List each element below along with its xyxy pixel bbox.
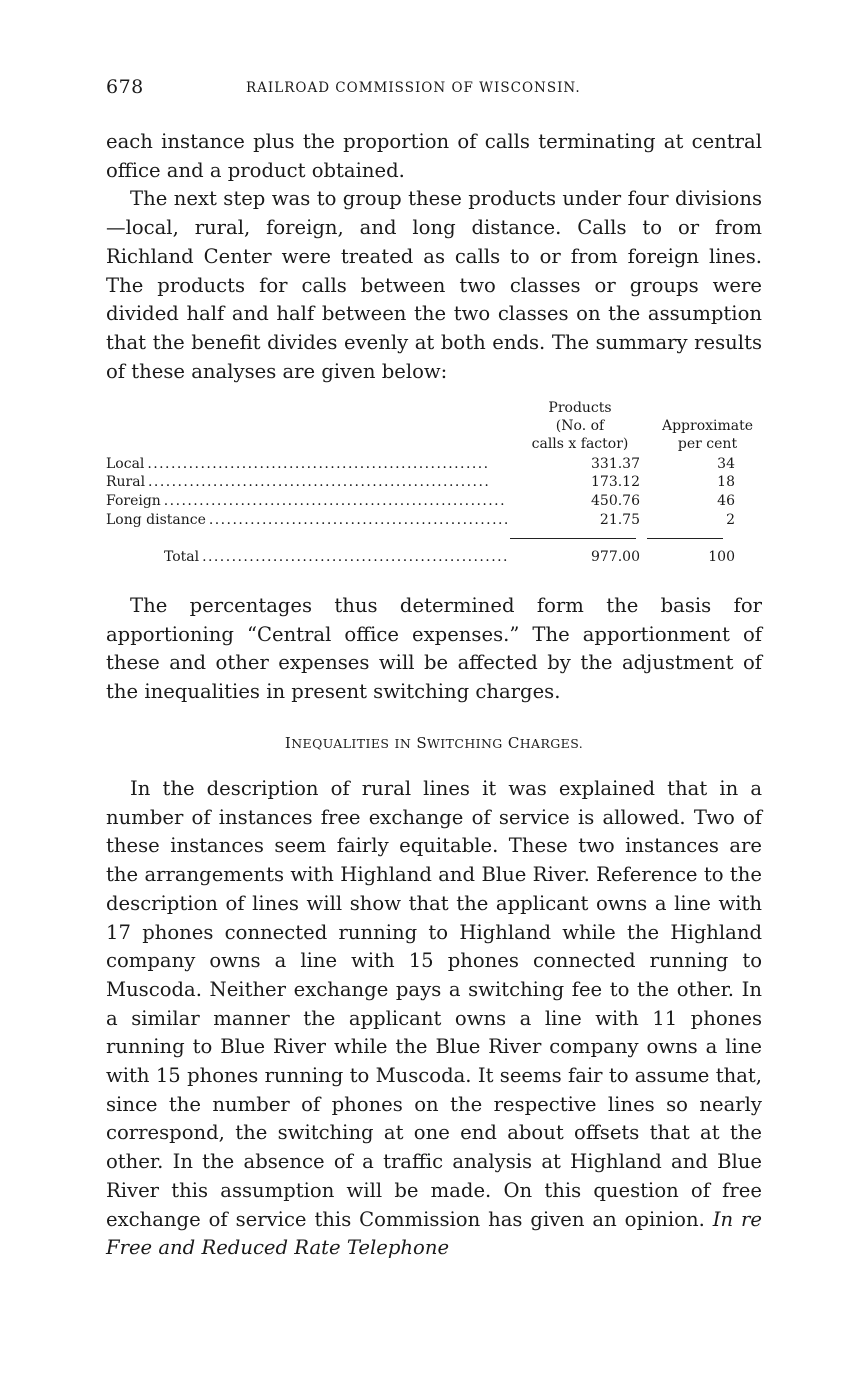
total-products: 977.00: [591, 549, 640, 565]
total-percent: 100: [708, 549, 735, 565]
row-products: 331.37: [591, 456, 640, 472]
row-percent: 18: [717, 474, 735, 490]
row-percent: 46: [717, 493, 735, 509]
running-head: RAILROAD COMMISSION OF WISCONSIN.: [246, 80, 581, 96]
paragraph-rural-lines: In the description of rural lines it was explained that in a number of instances free exchange of service is allowed. Two of these instances seem fairly equitable. These two instances are the arrangements with Highland and Blue River. Reference to the description of lines will show that the applicant owns a line with 17 phones connected running to Highland while the Highland company owns a line with 15 phones connected running to Muscoda. Neither exchange pays a switching fee to the other. In a similar manner the applicant owns a line with 11 phones running to Blue River while the Blue River company owns a line with 15 phones running to Muscoda. It seems fair to assume that, since the number of phones on the respective lines so nearly correspond, the switching at one end about offsets that at the other. In the absence of a traffic analysis at Highland and Blue River this assumption will be made. On this question of free exchange of service this Commission has given an opinion. In re Free and Reduced Rate Telephone: [106, 777, 762, 1260]
paragraph-percentages: The percentages thus determined form the basis for apportioning “Central office expenses.” The apportionment of these and other expenses will be affected by the adjustment of the inequalities in present switching charges.: [106, 594, 762, 704]
total-label: Total . . .: [164, 548, 510, 566]
row-percent: 34: [717, 456, 735, 472]
page-header: [106, 76, 762, 102]
row-products: 173.12: [591, 474, 640, 490]
paragraph-continuation: each instance plus the proportion of calls terminating at central office and a product obtained.: [106, 130, 762, 182]
total-rule-products: [510, 538, 636, 539]
table-row: [106, 455, 766, 473]
row-label: Local . . .: [106, 455, 510, 473]
row-products: 21.75: [599, 512, 640, 528]
section-heading: INEQUALITIES IN SWITCHING CHARGES.: [284, 734, 584, 752]
total-rule-percent: [647, 538, 723, 539]
table-row: [106, 473, 766, 491]
row-percent: 2: [726, 512, 735, 528]
row-label: Long distance . . .: [106, 511, 510, 529]
column-header-products: Products (No. of calls x factor): [531, 400, 629, 452]
page-number: 678: [106, 76, 144, 98]
body-text-middle: [106, 592, 762, 707]
table-row: [106, 492, 766, 510]
row-label: Foreign . . .: [106, 492, 510, 510]
body-text-top: [106, 128, 762, 386]
row-label: Rural . . .: [106, 473, 510, 491]
table-total-row: [106, 548, 766, 566]
table-row: [106, 511, 766, 529]
case-citation: In re Free and Reduced Rate Telephone: [106, 1207, 762, 1260]
paragraph-grouping: The next step was to group these products under four divisions—local, rural, foreign, and long distance. Calls to or from Richland Center were treated as calls to or from foreign lines. The products for calls between two classes or groups were divided half and half between the two classes on the assumption that the benefit divides evenly at both ends. The summary results of these analyses are given below:: [106, 187, 762, 383]
body-text-bottom: [106, 775, 762, 1263]
summary-table: [106, 399, 766, 574]
column-header-percent: Approximate per cent: [661, 418, 754, 452]
row-products: 450.76: [591, 493, 640, 509]
